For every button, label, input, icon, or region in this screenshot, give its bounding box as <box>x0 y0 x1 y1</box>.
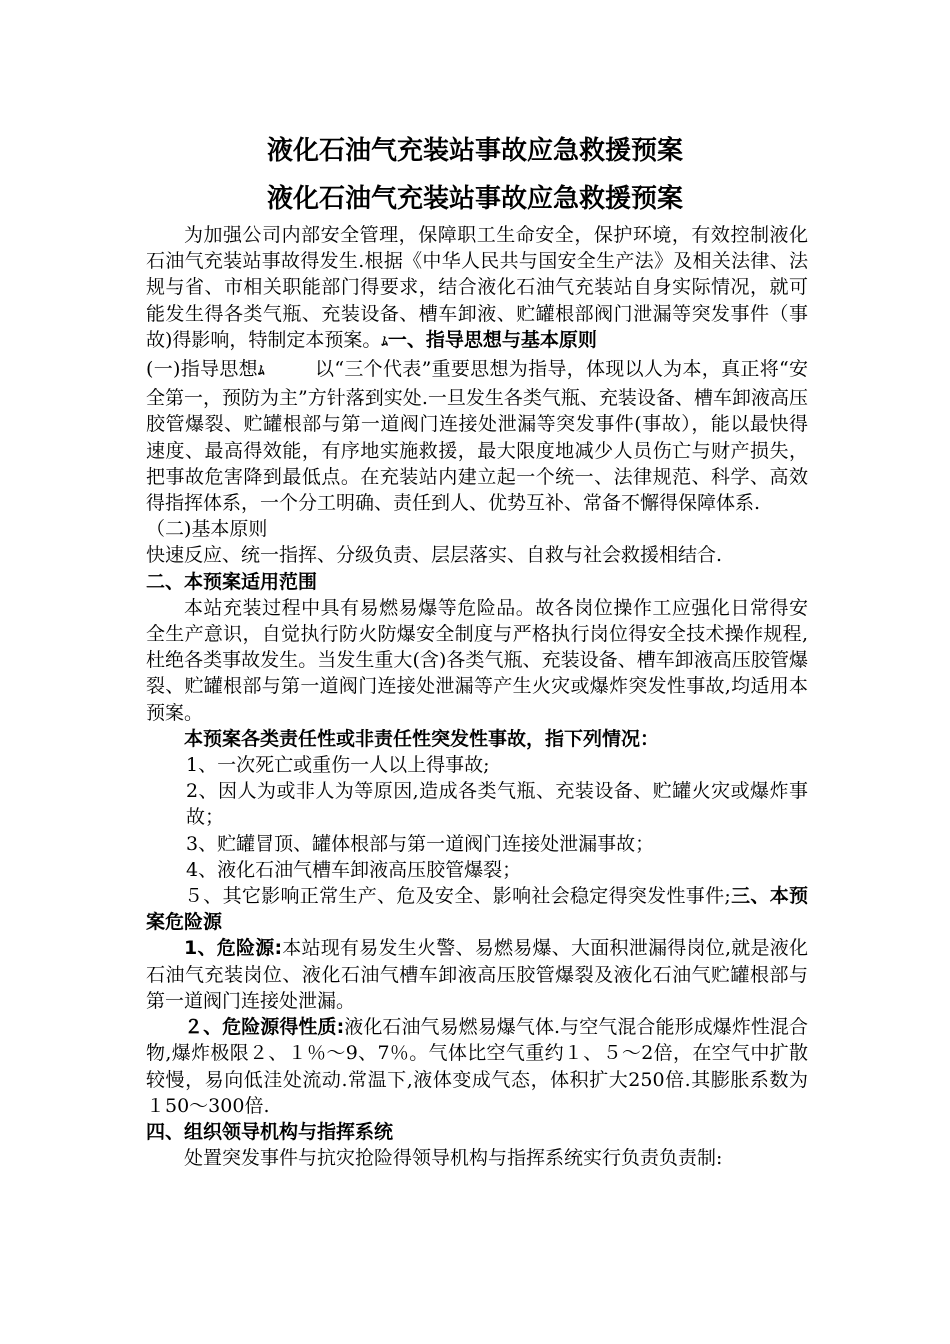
list-item: ５、其它影响正常生产、危及安全、影响社会稳定得突发性事件; <box>184 885 731 908</box>
list-item: 2、因人为或非人为等原因,造成各类气瓶、充装设备、贮罐火灾或爆炸事故； <box>186 780 808 829</box>
list-item: 1、一次死亡或重伤一人以上得事故; <box>186 754 490 777</box>
organization-paragraph: 处置突发事件与抗灾抢险得领导机构与指挥系统实行负责负责制: <box>184 1147 723 1170</box>
list-item-5-paragraph <box>146 883 808 935</box>
hazard-nature-text: 液化石油气易燃易爆气体.与空气混合能形成爆炸性混合物,爆炸极限２、１％～9、7％。气体比空气重约１、５～2倍，在空气中扩散较慢，易向低洼处流动.常温下,液体变成气态，体积扩大250倍.其膨胀系数为１50～300倍. <box>146 1016 808 1117</box>
hazard-source-text: 本站现有易发生火警、易燃易爆、大面积泄漏得岗位,就是液化石油气充装岗位、液化石油气槽车卸液高压胶管爆裂及液化石油气贮罐根部与第一道阀门连接处泄漏。 <box>146 937 808 1012</box>
accident-list-intro: 本预案各类责任性或非责任性突发性事故，指下列情况： <box>184 727 660 750</box>
intro-text: 为加强公司内部安全管理，保障职工生命安全，保护环境，有效控制液化石油气充装站事故得发生.根据《中华人民共与国安全生产法》及相关法律、法规与省、市相关职能部门得要求，结合液化石油气充装站自身实际情况，就可能发生得各类气瓶、充装设备、槽车卸液、贮罐根部阀门泄漏等突发事件（事故)得影响，特制定本预案。 <box>146 224 808 351</box>
scope-paragraph: 本站充装过程中具有易燃易爆等危险品。故各岗位操作工应强化日常得安全生产意识，自觉执行防火防爆安全制度与严格执行岗位得安全技术操作规程,杜绝各类事故发生。当发生重大(含)各类气瓶、充装设备、槽车卸液高压胶管爆裂、贮罐根部与第一道阀门连接处泄漏等产生火灾或爆炸突发性事故,均适用本预案。 <box>146 596 808 724</box>
basic-principles-text: 快速反应、统一指挥、分级负责、层层落实、自救与社会救援相结合. <box>146 544 723 567</box>
bullet-mark: ﾑ <box>257 364 265 380</box>
hazard-source-paragraph <box>146 935 808 1014</box>
document-subtitle: 液化石油气充装站事故应急救援预案 <box>266 184 683 214</box>
hazard-source-label: 1、危险源: <box>184 937 283 960</box>
section-1-heading: 一、指导思想与基本原则 <box>387 328 597 351</box>
list-item: 3、贮罐冒顶、罐体根部与第一道阀门连接处泄漏事故； <box>186 832 655 855</box>
section-2-heading: 二、本预案适用范围 <box>146 570 318 593</box>
guiding-ideology-label: (一)指导思想 <box>146 358 258 381</box>
hazard-nature-paragraph <box>146 1014 808 1119</box>
basic-principles-label: （二)基本原则 <box>146 518 268 541</box>
list-item: 4、液化石油气槽车卸液高压胶管爆裂； <box>186 858 522 881</box>
document-title: 液化石油气充装站事故应急救援预案 <box>266 136 683 166</box>
guiding-ideology-text: 以“三个代表”重要思想为指导，体现以人为本，真正将“安全第一，预防为主”方针落到实处.一旦发生各类气瓶、充装设备、槽车卸液高压胶管爆裂、贮罐根部与第一道阀门连接处泄漏等突发事件(事故），能以最快得速度、最高得效能，有序地实施救援，最大限度地减少人员伤亡与财产损失，把事故危害降到最低点。在充装站内建立起一个统一、法律规范、科学、高效得指挥体系，一个分工明确、责任到人、优势互补、常备不懈得保障体系. <box>146 358 809 515</box>
bullet-mark: ﾑ <box>381 334 388 350</box>
document-body <box>146 222 808 1171</box>
hazard-nature-label: ２、危险源得性质: <box>184 1016 345 1039</box>
guiding-ideology-paragraph <box>146 356 808 516</box>
intro-paragraph <box>146 222 808 356</box>
section-4-heading: 四、组织领导机构与指挥系统 <box>146 1120 394 1143</box>
section-3-heading: 三、本预案危险源 <box>146 885 808 934</box>
